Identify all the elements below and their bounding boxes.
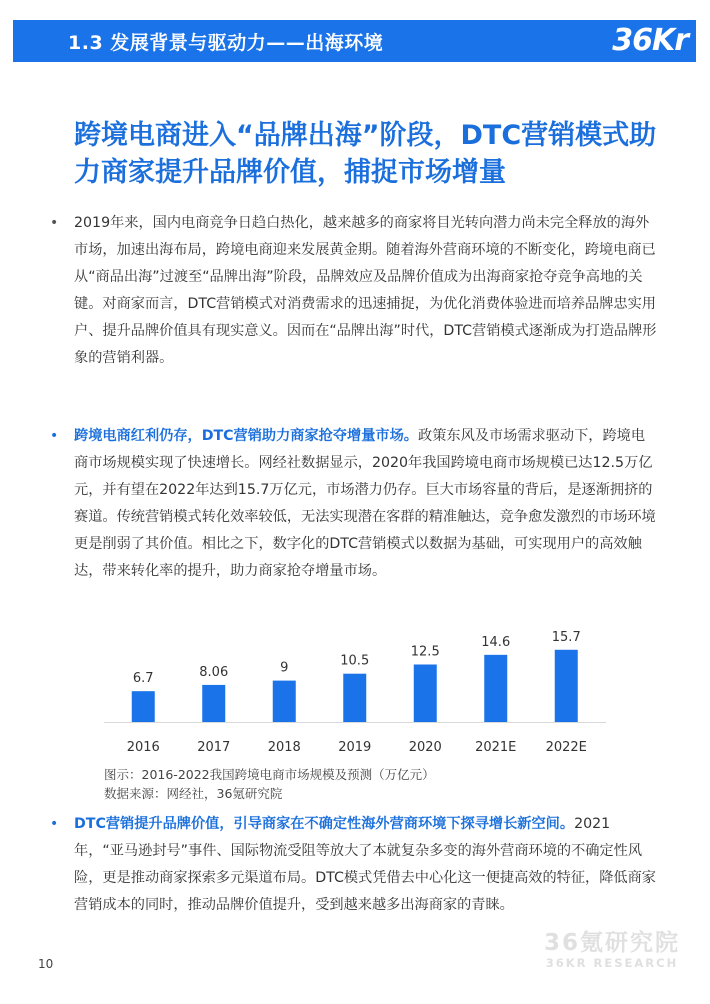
value-label-2021E: 14.6 (481, 634, 511, 650)
caption-source: 数据来源：网经社，36氪研究院 (104, 786, 283, 801)
x-tick-2020: 2020 (408, 740, 442, 755)
bullet-item-2 (50, 423, 658, 585)
x-tick-2016: 2016 (126, 740, 160, 755)
bullet-text (74, 210, 658, 372)
bullet-marker: • (50, 816, 59, 832)
value-label-2020: 12.5 (410, 644, 440, 660)
value-label-2022E: 15.7 (551, 629, 581, 645)
bullet-item-3 (50, 811, 658, 919)
bar-2017 (202, 685, 225, 722)
bar-2020 (414, 665, 437, 723)
bar-2019 (343, 674, 366, 722)
bar-2021E (484, 655, 507, 722)
bar-2022E (555, 650, 578, 722)
bullet-text (74, 811, 658, 919)
market-size-bar-chart (100, 616, 610, 766)
bullet-marker: • (50, 215, 59, 231)
caption-figure-title: 图示：2016-2022我国跨境电商市场规模及预测（万亿元） (104, 767, 435, 782)
bar-chart-svg (100, 616, 610, 766)
bullet-lead: DTC营销提升品牌价值，引导商家在不确定性海外营商环境下探寻增长新空间。 (74, 816, 575, 832)
value-label-2019: 10.5 (340, 653, 370, 669)
page-title: 跨境电商进入“品牌出海”阶段，DTC营销模式助力商家提升品牌价值，捕捉市场增量 (74, 120, 657, 188)
page-number: 10 (38, 957, 54, 971)
chart-caption (104, 765, 435, 803)
section-header-bar (13, 20, 696, 62)
bullet-body: 政策东风及市场需求驱动下，跨境电商市场规模实现了快速增长。网经社数据显示，2020年我国跨境电商市场规模已达12.5万亿元，并有望在2022年达到15.7万亿元，市场潜力仍存。巨大市场容量的背后，是逐渐拥挤的赛道。传统营销模式转化效率较低，无法实现潜在客群的精准触达，竞争愈发激烈的市场环境更是削弱了其价值。相比之下，数字化的DTC营销模式以数据为基础，可实现用户的高效触达，带来转化率的提升，助力商家抢夺增量市场。 (74, 428, 656, 579)
x-tick-2017: 2017 (197, 740, 231, 755)
value-label-2017: 8.06 (199, 664, 229, 680)
bullet-body: 2019年来，国内电商竞争日趋白热化，越来越多的商家将目光转向潜力尚未完全释放的海外市场，加速出海布局，跨境电商迎来发展黄金期。随着海外营商环境的不断变化，跨境电商已从“商品出海”过渡至“品牌出海”阶段，品牌效应及品牌价值成为出海商家抢夺竞争高地的关键。对商家而言，DTC营销模式对消费需求的迅速捕捉，为优化消费体验进而培养品牌忠实用户、提升品牌价值具有现实意义。因而在“品牌出海”时代，DTC营销模式逐渐成为打造品牌形象的营销利器。 (74, 215, 657, 366)
x-tick-2018: 2018 (267, 740, 301, 755)
section-title: 1.3 发展背景与驱动力——出海环境 (68, 32, 384, 54)
bullet-body: 2021年，“亚马逊封号”事件、国际物流受阻等放大了本就复杂多变的海外营商环境的不确定性风险，更是推动商家探索多元渠道布局。DTC模式凭借去中心化这一便捷高效的特征，降低商家营销成本的同时，推动品牌价值提升，受到越来越多出海商家的青睐。 (74, 816, 656, 913)
bullet-text (74, 423, 658, 585)
value-label-2018: 9 (280, 660, 289, 676)
bullet-marker: • (50, 428, 59, 444)
x-tick-2022E: 2022E (545, 740, 587, 755)
bullet-item-1 (50, 210, 658, 372)
brand-logo: 36Kr (612, 23, 688, 58)
watermark-en: 36KR RESEARCH (545, 956, 679, 970)
bar-2018 (273, 681, 296, 722)
bar-2016 (132, 691, 155, 722)
bullet-lead: 跨境电商红利仍存，DTC营销助力商家抢夺增量市场。 (74, 428, 418, 444)
value-label-2016: 6.7 (132, 671, 154, 687)
watermark-cn: 36氪研究院 (543, 930, 680, 956)
x-tick-2019: 2019 (338, 740, 372, 755)
watermark (544, 930, 680, 970)
x-tick-2021E: 2021E (475, 740, 517, 755)
